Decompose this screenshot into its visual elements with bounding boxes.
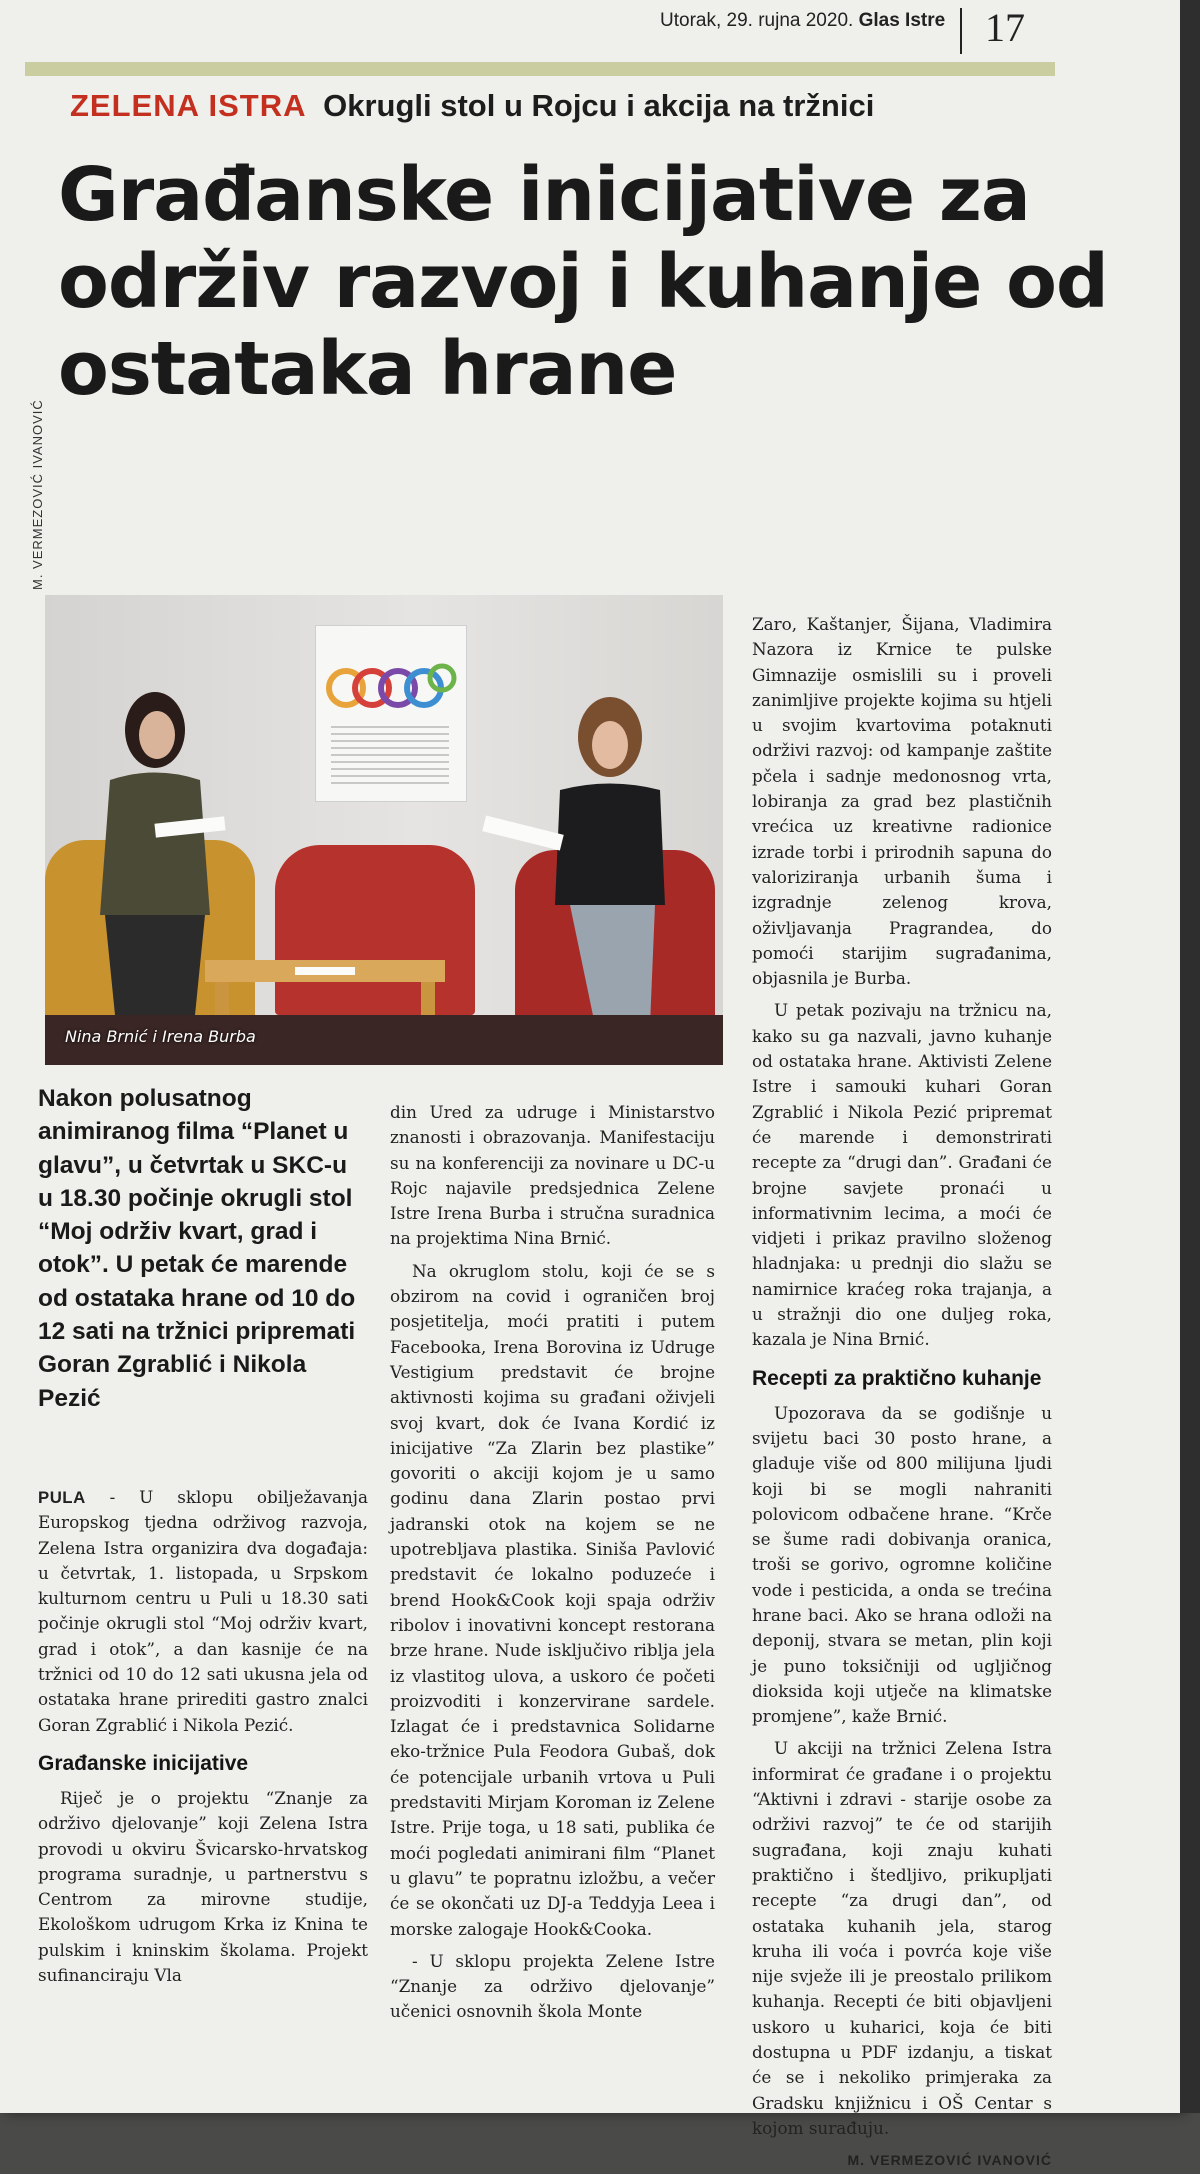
article-photo [45, 595, 723, 1065]
article-paragraph: U petak pozivaju na tržnicu na, kako su ga nazvali, javno kuhanje od ostataka hrane. Aktivisti Zelene Istre i samouki kuhari Goran Zgrablić i Nikola Pezić pripremat će marende i demonstrirati recepte za “drugi dan”. Građani će brojne savjete pronaći u informativnim lecima, a moći će vidjeti i prikaz pravilno složenog hladnjaka: u prednji dio slažu se namirnice kraćeg roka trajanja, a u stražnji dio one duljeg roka, kazala je Nina Brnić. [752, 1000, 1052, 1350]
paper-sheet [295, 967, 355, 975]
header-separator [960, 8, 962, 54]
article-paragraph: Upozorava da se godišnje u svijetu baci 30 posto hrane, a gladuje više od 800 milijuna ljudi koji bi se mogli nahraniti polovicom odbačene hrane. “Krče se šume radi dobivanja oranica, troši se gorivo, ogromne količine vode i pesticida, a onda se trećina hrane baci. Ako se hrana odloži na deponij, stvara se metan, plin koji je puno toksičniji od ugljičnog dioksida koji utječe na klimatske promjene”, kaže Brnić. [752, 1402, 1052, 1727]
article-paragraph: PULA - U sklopu obilježavanja Europskog tjedna održivog razvoja, Zelena Istra organizira dva događaja: u četvrtak, 1. listopada, u Srpskom kulturnom centru u Puli u 18.30 sati počinje okrugli stol “Moj održiv kvart, grad i otok”, a dan kasnije će na tržnici od 10 do 12 sati ukusna jela od ostataka hrane prirediti gastro znalci Goran Zgrablić i Nikola Pezić. [38, 1487, 368, 1735]
author-byline: M. VERMEZOVIĆ IVANOVIĆ [847, 2152, 1052, 2169]
article-paragraph: Riječ je o projektu “Znanje za održivo djelovanje” koji Zelena Istra provodi u okviru Švicarsko-hrvatskog programa suradnje, u partnerstvu s Centrom za mirovne studije, Ekološkom udrugom Krka iz Knina te pulskim i kninskim školama. Projekt sufinanciraju Vla [38, 1787, 368, 1986]
header-rule [25, 62, 1055, 76]
page-edge-shadow [1180, 0, 1200, 2113]
article-paragraph: - U sklopu projekta Zelene Istre “Znanje za održivo djelovanje” učenici osnovnih škola Monte [390, 1950, 715, 2022]
person-left [85, 685, 225, 1015]
subheading: Recepti za praktično kuhanje [752, 1366, 1042, 1390]
article-paragraph: din Ured za udruge i Ministarstvo znanosti i obrazovanja. Manifestaciju su na konferenciji za novinare u DC-u Rojc najavile predsjednica Zelene Istre Irena Burba i stručna suradnica na projektima Nina Brnić. [390, 1102, 715, 1249]
poster-rings-graphic [324, 656, 458, 716]
kicker-section: ZELENA ISTRA [70, 88, 307, 123]
sofa-middle [275, 845, 475, 1015]
kicker-topic: Okrugli stol u Rojcu i akcija na tržnici [323, 88, 875, 123]
text-column-1 [38, 1485, 368, 1995]
photo-credit: M. VERMEZOVIĆ IVANOVIĆ [30, 399, 45, 590]
article-paragraph: Zaro, Kaštanjer, Šijana, Vladimira Nazora iz Krnice te pulske Gimnazije osmislili su i proveli zanimljive projekte kojima su htjeli u svojim kvartovima potaknuti održivi razvoj: od kampanje zaštite pčela i sadnje medonosnog vrta, lobiranja za grad bez plastičnih vrećica uz kreativne radionice izrade torbi i prirodnih sapuna do valoriziranja urbanih šuma i izgradnje zelenog krova, oživljavanja Pragrandea, do pomoći starijim sugrađanima, objasnila je Burba. [752, 614, 1052, 989]
event-poster [315, 625, 467, 802]
headline: Građanske inicijative za održiv razvoj i kuhanje od ostataka hrane [58, 152, 1108, 412]
page-number: 17 [985, 5, 1025, 50]
person-right [535, 695, 685, 1025]
article-paragraph: U akciji na tržnici Zelena Istra informirat će građane i o projektu “Aktivni i zdravi - starije osobe za održivi razvoj” te će od starijih sugrađana, koji znaju kuhati praktično i štedljivo, prikupljati recepte “za drugi dan”, od ostataka kuhanih jela, starog kruha ili voća i povrća koje više nije svježe ili je preostalo prilikom kuhanja. Recepti će biti objavljeni uskoro u kuharici, koja će biti dostupna u PDF izdanju, a tiskat će se i nekoliko primjeraka za Gradsku knjižnicu i OŠ Centar s kojom surađuju. [752, 1738, 1052, 2138]
poster-text-lines [331, 726, 449, 786]
page-header [660, 10, 945, 32]
issue-date: Utorak, 29. rujna 2020. [660, 10, 854, 31]
kicker [70, 88, 874, 124]
paper-name: Glas Istre [858, 10, 946, 31]
subheading: Građanske inicijative [38, 1751, 249, 1775]
text-column-2 [390, 1100, 715, 2032]
dateline: PULA [38, 1488, 86, 1507]
text-column-3 [752, 612, 1052, 2174]
article-paragraph: Na okruglom stolu, koji će se s obzirom na covid i ograničen broj posjetitelja, moći pratiti i putem Facebooka, Irena Borovina iz Udruge Vestigium predstavit će brojne aktivnosti kojima su građani oživjeli svoj kvart, dok će Ivana Kordić iz inicijative “Za Zlarin bez plastike” govoriti o akciji kojom je u samo godinu dana Zlarin postao prvi jadranski otok na kojem se ne upotrebljava plastika. Siniša Pavlović predstavit će lokalno poduzeće i brend Hook&Cook koji spaja održiv ribolov i inovativni koncept restorana brze hrane. Nude isključivo riblja jela iz vlastitog ulova, a uskoro će početi proizvoditi i konzervirane sardele. Izlagat će i predstavnica Solidarne eko-tržnice Pula Feodora Gubaš, dok će potencijale urbanih vrtova u Puli predstaviti Mirjam Koroman iz Zelene Istre. Prije toga, u 18 sati, publika će moći pogledati animirani film “Planet u glavu” te popratnu izložbu, a večer će se okončati uz DJ-a Teddyja Leea i morske zalogaje Hook&Cooka. [390, 1260, 715, 1939]
lead-paragraph: Nakon polusatnog animiranog filma “Planet u glavu”, u četvrtak u SKC-u u 18.30 počinje okrugli stol “Moj održiv kvart, grad i otok”. U petak će marende od ostataka hrane od 10 do 12 sati na tržnici pripremati Goran Zgrablić i Nikola Pezić [38, 1085, 356, 1412]
photo-caption: Nina Brnić i Irena Burba [65, 1027, 256, 1046]
